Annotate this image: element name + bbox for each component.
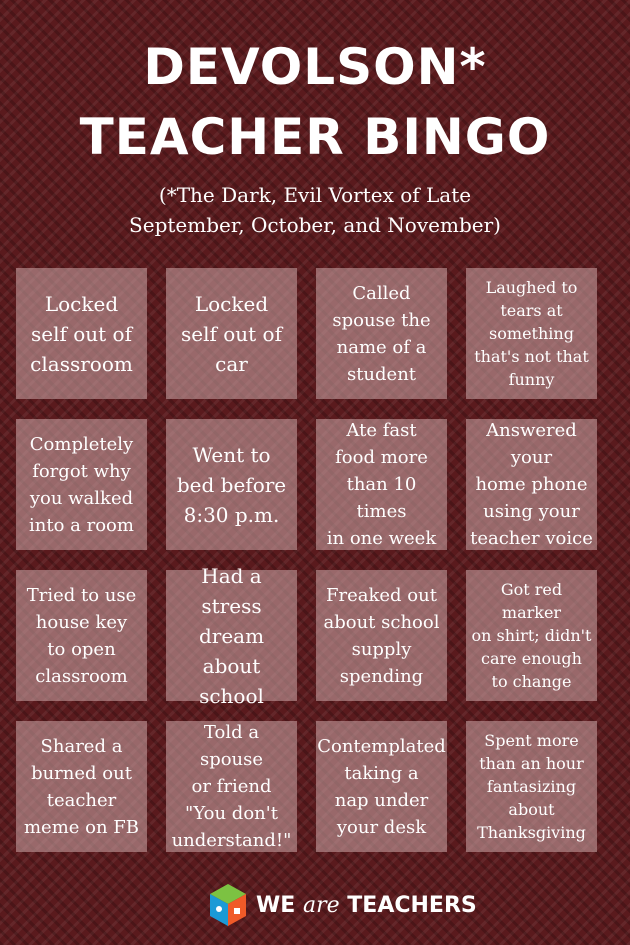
bingo-cell-line: tears at [500, 301, 563, 320]
bingo-cell-line: Called [352, 282, 411, 304]
bingo-cell-line: 8:30 p.m. [183, 502, 280, 527]
bingo-cell [166, 563, 297, 708]
bingo-cell-line: student [346, 363, 417, 385]
bingo-cell-line: or friend [191, 776, 272, 797]
bingo-cell-line: self out of [30, 321, 132, 346]
bingo-cell-line: Ate fast [346, 420, 417, 441]
logo-are: are [302, 892, 340, 918]
bingo-cell-line: something [489, 324, 574, 343]
bingo-cell-line: in one week [326, 528, 437, 549]
bingo-cell-text [470, 578, 593, 693]
bingo-cell-line: to change [491, 672, 572, 691]
bingo-cell-line: spouse the [332, 309, 431, 331]
bingo-cell-line: than an hour [479, 754, 584, 773]
bingo-cell-line: teacher voice [470, 528, 593, 549]
bingo-cell-line: food more [335, 447, 428, 468]
bingo-cell-line: to open [47, 638, 116, 660]
bingo-cell-line: classroom [35, 665, 128, 687]
bingo-cell-line: than 10 times [346, 474, 417, 522]
logo-we: WE [256, 892, 296, 918]
bingo-cell-line: that's not that [474, 347, 589, 366]
bingo-cell-text [30, 289, 133, 379]
bingo-cell-line: care enough [481, 649, 582, 668]
bingo-cell [16, 570, 147, 701]
logo-text [256, 893, 477, 918]
bingo-cell-line: Tried to use [26, 584, 137, 606]
bingo-cell-line: taking a [344, 762, 419, 784]
bingo-cell-text [320, 417, 443, 552]
bingo-cell-line: about [508, 800, 555, 819]
bingo-cell-line: meme on FB [23, 816, 140, 838]
bingo-cell-line: name of a [336, 336, 427, 358]
bingo-cell [16, 419, 147, 550]
bingo-cell [466, 570, 597, 701]
bingo-cell [466, 268, 597, 399]
title-line-1: DEVOLSON* [143, 38, 487, 96]
title-line-2: TEACHER BINGO [79, 108, 551, 166]
bingo-cell-line: spending [339, 665, 424, 687]
bingo-cell-line: Locked [194, 291, 269, 316]
bingo-cell-line: classroom [30, 351, 133, 376]
bingo-cell [16, 268, 147, 399]
bingo-cell [316, 570, 447, 701]
bingo-cell-line: into a room [29, 514, 134, 536]
bingo-cell-line: Laughed to [485, 278, 578, 297]
bingo-grid [16, 268, 597, 852]
bingo-cell-text [470, 417, 593, 552]
subtitle-line-2: September, October, and November) [129, 213, 501, 237]
bingo-cell-line: Answered your [486, 420, 577, 468]
bingo-cell-line: teacher [46, 789, 117, 811]
bingo-cell-line: Completely [29, 433, 134, 455]
bingo-cell-text [317, 733, 446, 841]
bingo-cell-text [181, 289, 282, 379]
bingo-cell-line: home phone [475, 474, 588, 495]
bingo-cell-text [29, 431, 134, 539]
bingo-cell-text [177, 440, 286, 530]
bingo-cell-text [332, 280, 430, 388]
logo-teachers: TEACHERS [347, 892, 477, 918]
bingo-cell-text [474, 276, 589, 391]
bingo-cell-line: using your [483, 501, 580, 522]
bingo-cell-line: Thanksgiving [477, 823, 586, 842]
bingo-cell-line: on shirt; didn't [471, 626, 592, 645]
cube-logo-icon [208, 882, 248, 928]
bingo-cell-line: you walked [29, 487, 134, 509]
bingo-cell [166, 268, 297, 399]
bingo-cell-line: self out of [180, 321, 282, 346]
bingo-cell-text [27, 582, 137, 690]
subtitle-line-1: (*The Dark, Evil Vortex of Late [158, 183, 472, 207]
bingo-cell-line: Went to [192, 442, 271, 467]
bingo-cell-line: about school [199, 653, 264, 708]
bingo-cell-text [477, 729, 586, 844]
bingo-cell-line: Had a [201, 563, 262, 588]
bingo-cell-line: car [215, 351, 248, 376]
bingo-cell-line: Shared a [40, 735, 123, 757]
bingo-cell-line: Locked [44, 291, 119, 316]
bingo-cell [166, 721, 297, 852]
bingo-cell-line: stress dream [198, 593, 265, 648]
bingo-cell-line: supply [351, 638, 412, 660]
bingo-cell [316, 268, 447, 399]
bingo-cell-line: fantasizing [486, 777, 577, 796]
bingo-cell [166, 419, 297, 550]
bingo-cell [316, 721, 447, 852]
we-are-teachers-logo [208, 880, 477, 930]
bingo-cell [466, 419, 597, 550]
bingo-cell-line: Contemplated [317, 735, 446, 757]
bingo-cell [316, 419, 447, 550]
subtitle [0, 180, 630, 240]
bingo-cell-line: Told a spouse [199, 722, 264, 770]
bingo-cell-line: understand!" [171, 830, 292, 851]
bingo-cell-text [170, 561, 293, 711]
bingo-cell-line: Freaked out [326, 584, 437, 606]
bingo-cell-text [170, 719, 293, 854]
bingo-cell-line: bed before [176, 472, 287, 497]
bingo-cell-line: funny [508, 370, 555, 389]
bingo-cell-line: about school [323, 611, 440, 633]
bingo-cell [16, 721, 147, 852]
bingo-cell-line: nap under [334, 789, 429, 811]
bingo-cell-line: Got red marker [500, 580, 563, 622]
bingo-cell [466, 721, 597, 852]
bingo-cell-line: forgot why [32, 460, 131, 482]
bingo-cell-line: your desk [336, 816, 427, 838]
bingo-cell-line: house key [35, 611, 128, 633]
bingo-cell-line: Spent more [484, 731, 579, 750]
bingo-cell-text [324, 582, 440, 690]
bingo-cell-line: burned out [31, 762, 132, 784]
bingo-cell-line: "You don't [185, 803, 278, 824]
bingo-cell-text [24, 733, 139, 841]
